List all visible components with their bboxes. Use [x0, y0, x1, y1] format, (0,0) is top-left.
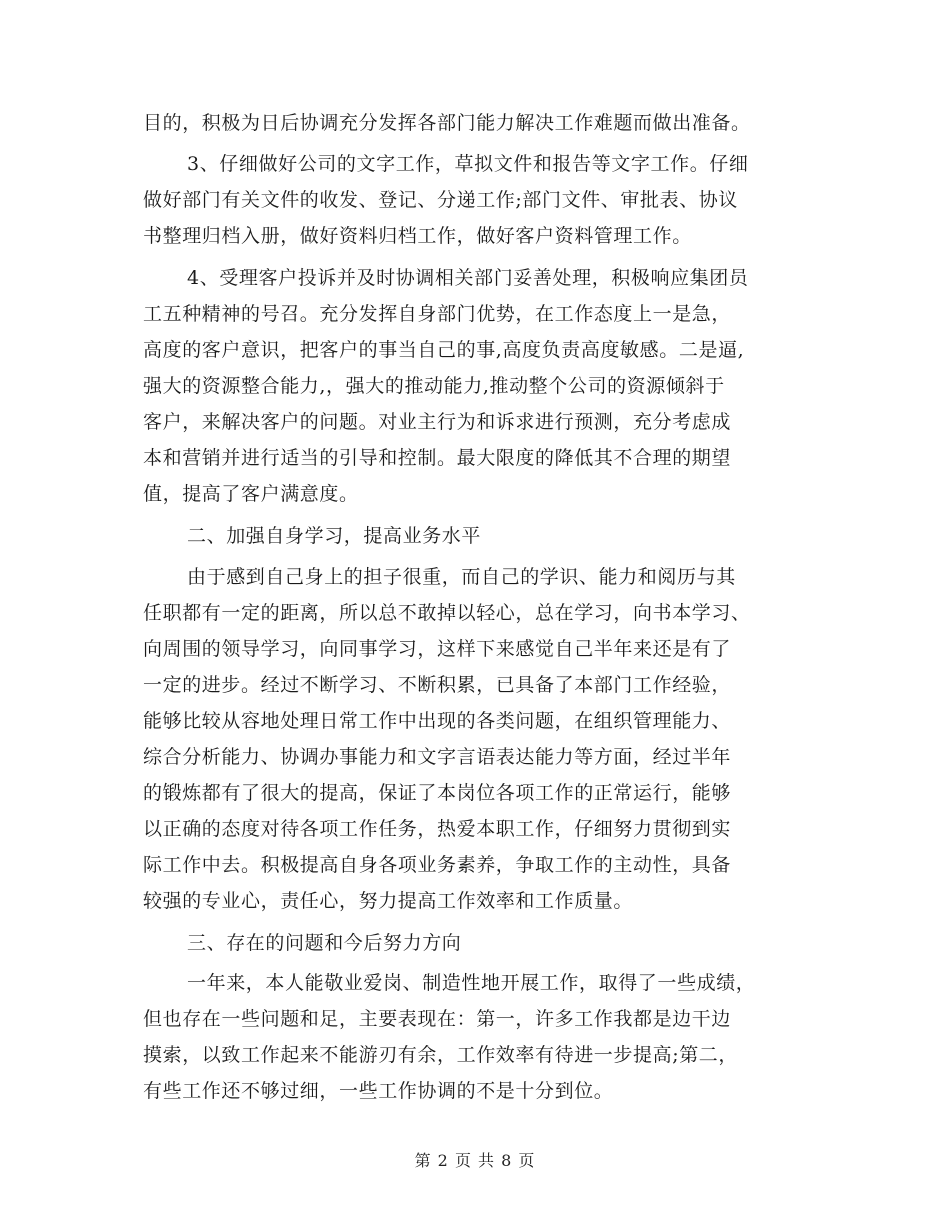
text-line: 任职都有一定的距离，所以总不敢掉以轻心，总在学习，向书本学习、 — [143, 602, 751, 624]
text-line: 由于感到自己身上的担子很重，而自己的学识、能力和阅历与其 — [187, 566, 736, 588]
text-line: 3、仔细做好公司的文字工作，草拟文件和报告等文字工作。仔细 — [187, 153, 749, 175]
text-line: 强大的资源整合能力,，强大的推动能力,推动整个公司的资源倾斜于 — [143, 375, 725, 397]
text-line: 一定的进步。经过不断学习、不断积累，已具备了本部门工作经验， — [143, 674, 732, 696]
section-heading: 二、加强自身学习，提高业务水平 — [187, 525, 482, 547]
text-line: 以正确的态度对待各项工作任务，热爱本职工作，仔细努力贯彻到实 — [143, 818, 732, 840]
text-line: 目的，积极为日后协调充分发挥各部门能力解决工作难题而做出准备。 — [143, 112, 751, 134]
text-line: 高度的客户意识，把客户的事当自己的事,高度负责高度敏感。二是逼, — [143, 339, 745, 361]
text-line: 本和营销并进行适当的引导和控制。最大限度的降低其不合理的期望 — [143, 447, 732, 469]
text-line: 的锻炼都有了很大的提高，保证了本岗位各项工作的正常运行，能够 — [143, 782, 732, 804]
text-line: 向周围的领导学习，向同事学习，这样下来感觉自己半年来还是有了 — [143, 638, 732, 660]
text-line: 值，提高了客户满意度。 — [143, 483, 359, 505]
section-heading: 三、存在的问题和今后努力方向 — [187, 932, 462, 954]
text-line: 较强的专业心，责任心，努力提高工作效率和工作质量。 — [143, 890, 634, 912]
text-line: 际工作中去。积极提高自身各项业务素养，争取工作的主动性，具备 — [143, 854, 732, 876]
text-line: 一年来，本人能敬业爱岗、制造性地开展工作，取得了一些成绩， — [187, 972, 756, 994]
text-line: 能够比较从容地处理日常工作中出现的各类问题，在组织管理能力、 — [143, 710, 732, 732]
text-line: 做好部门有关文件的收发、登记、分递工作;部门文件、审批表、协议 — [143, 189, 739, 211]
text-line: 客户，来解决客户的问题。对业主行为和诉求进行预测，充分考虑成 — [143, 411, 732, 433]
text-line: 摸索，以致工作起来不能游刃有余，工作效率有待进一步提高;第二， — [143, 1044, 739, 1066]
text-line: 综合分析能力、协调办事能力和文字言语表达能力等方面，经过半年 — [143, 746, 732, 768]
text-line: 但也存在一些问题和足，主要表现在：第一，许多工作我都是边干边 — [143, 1008, 732, 1030]
text-line: 书整理归档入册，做好资料归档工作，做好客户资料管理工作。 — [143, 225, 692, 247]
text-line: 4、受理客户投诉并及时协调相关部门妥善处理，积极响应集团员 — [187, 267, 749, 289]
page-number: 第 2 页 共 8 页 — [414, 1151, 536, 1170]
text-line: 有些工作还不够过细，一些工作协调的不是十分到位。 — [143, 1080, 614, 1102]
text-line: 工五种精神的号召。充分发挥自身部门优势，在工作态度上一是急， — [143, 303, 732, 325]
